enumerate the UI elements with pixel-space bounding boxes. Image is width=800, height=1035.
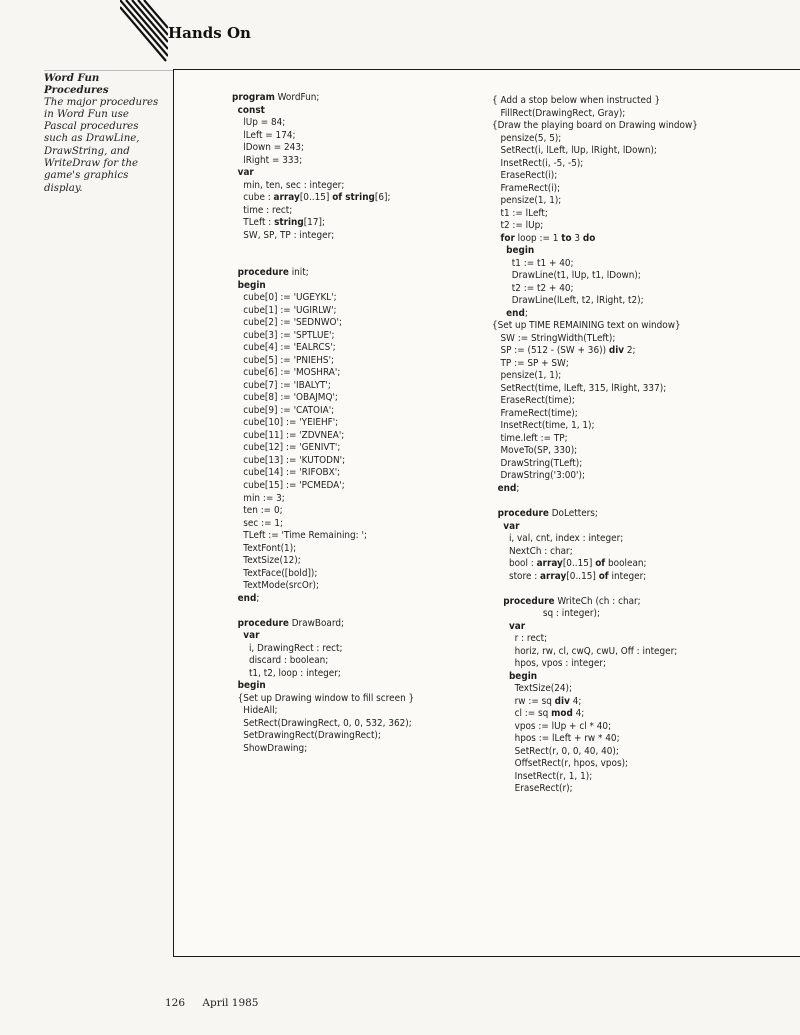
code-text: pensize(5, 5);: [492, 132, 562, 144]
code-text: cube[11] := 'ZDVNEA';: [232, 429, 345, 441]
code-line: [232, 693, 414, 706]
code-text: store :: [492, 570, 541, 582]
code-text: [492, 308, 506, 319]
hatch-logo-icon: [120, 0, 168, 62]
code-text: cube[7] := 'IBALYT';: [232, 379, 331, 391]
code-line: [232, 480, 414, 493]
code-text: TextFont(1);: [232, 542, 297, 554]
code-keyword: end: [497, 482, 517, 494]
code-text: [232, 630, 243, 641]
code-text: [6];: [374, 192, 391, 204]
code-text: pensize(1, 1);: [492, 195, 562, 207]
code-text: { Add a stop below when instructed }: [492, 95, 661, 106]
code-line: [492, 108, 698, 121]
code-line: [232, 142, 414, 155]
code-line: [492, 133, 698, 146]
code-text: [492, 521, 503, 532]
code-line: [492, 345, 698, 358]
code-line: [492, 383, 698, 396]
code-keyword: to: [561, 232, 572, 244]
code-text: i, val, cnt, index : integer;: [492, 533, 624, 545]
code-text: [492, 233, 500, 244]
code-text: ;: [256, 592, 260, 604]
code-text: t2 := t2 + 40;: [492, 282, 574, 294]
issue-date: April 1985: [202, 997, 259, 1009]
code-text: HideAll;: [232, 705, 278, 717]
code-line: [492, 608, 698, 621]
code-text: cube[6] := 'MOSHRA';: [232, 367, 341, 379]
code-keyword: array: [540, 570, 567, 582]
code-text: SetRect(DrawingRect, 0, 0, 532, 362);: [232, 717, 412, 729]
code-keyword: begin: [237, 680, 266, 692]
sidebar-caption: [44, 72, 164, 195]
code-keyword: array: [536, 558, 563, 570]
code-text: loop := 1: [514, 232, 562, 244]
code-line: [492, 220, 698, 233]
code-text: 3: [571, 232, 583, 244]
code-line: [232, 493, 414, 506]
code-line: [232, 280, 414, 293]
code-line: [232, 467, 414, 480]
code-text: init;: [288, 267, 309, 279]
code-text: ten := 0;: [232, 505, 283, 517]
code-line: [492, 758, 698, 771]
code-text: FrameRect(time);: [492, 407, 578, 419]
code-line: [492, 270, 698, 283]
code-line: [232, 417, 414, 430]
code-text: min, ten, sec : integer;: [232, 179, 345, 191]
code-text: DrawLine(t1, lUp, t1, lDown);: [492, 270, 641, 282]
code-text: boolean;: [605, 558, 647, 570]
code-text: cube[13] := 'KUTODN';: [232, 454, 346, 466]
code-line: [232, 105, 414, 118]
code-keyword: div: [608, 345, 625, 357]
code-line: [232, 718, 414, 731]
code-line: [232, 630, 414, 643]
code-text: cube[4] := 'EALRCS';: [232, 342, 336, 354]
code-line: [492, 195, 698, 208]
code-text: FrameRect(i);: [492, 182, 561, 194]
code-text: time.left := TP;: [492, 432, 568, 444]
code-line: [492, 708, 698, 721]
code-line: [492, 370, 698, 383]
code-keyword: end: [506, 307, 525, 319]
code-line: [232, 342, 414, 355]
code-text: {Set up Drawing window to fill screen }: [232, 692, 415, 704]
code-text: cube[5] := 'PNIEHS';: [232, 354, 335, 366]
code-line: [232, 668, 414, 681]
code-line: [232, 205, 414, 218]
code-keyword: begin: [506, 245, 535, 257]
code-keyword: var: [508, 620, 526, 632]
code-text: SW, SP, TP : integer;: [232, 229, 335, 241]
page-number: 126: [165, 997, 186, 1009]
code-line: [492, 445, 698, 458]
code-line: [232, 593, 414, 606]
code-line: [232, 367, 414, 380]
code-line: [232, 442, 414, 455]
code-text: ShowDrawing;: [232, 742, 308, 754]
code-line: [492, 721, 698, 734]
code-text: cube[15] := 'PCMEDA';: [232, 479, 345, 491]
page-footer: [165, 997, 259, 1009]
code-text: [492, 245, 506, 256]
code-text: SetDrawingRect(DrawingRect);: [232, 730, 381, 742]
code-keyword: mod: [551, 708, 573, 720]
code-text: lRight = 333;: [232, 154, 303, 166]
code-text: SetRect(r, 0, 0, 40, 40);: [492, 745, 619, 757]
code-line: [232, 92, 414, 105]
code-text: discard : boolean;: [232, 655, 329, 667]
code-text: cube[12] := 'GENIVT';: [232, 442, 341, 454]
code-text: WriteCh (ch : char;: [554, 595, 641, 607]
code-line: [232, 130, 414, 143]
code-text: TextSize(24);: [492, 683, 573, 695]
code-line: [232, 267, 414, 280]
code-text: TextFace([bold]);: [232, 567, 318, 579]
caption-text: The major procedures in Word Fun use Pascal procedures such as DrawLine, DrawString, and WriteDraw for the game's graphics display.: [44, 96, 159, 194]
code-line: [232, 518, 414, 531]
code-text: OffsetRect(r, hpos, vpos);: [492, 758, 629, 770]
code-text: cube[3] := 'SPTLUE';: [232, 329, 335, 341]
code-line: [232, 392, 414, 405]
code-text: t2 := lUp;: [492, 220, 544, 232]
code-text: t1 := lLeft;: [492, 207, 548, 219]
code-text: DrawLine(lLeft, t2, lRight, t2);: [492, 295, 644, 307]
caption-title: Word Fun Procedures: [44, 72, 109, 97]
code-line: [492, 145, 698, 158]
code-line: [232, 192, 414, 205]
code-keyword: of: [598, 570, 609, 582]
code-text: EraseRect(r);: [492, 783, 573, 795]
code-line: [492, 558, 698, 571]
code-text: MoveTo(SP, 330);: [492, 445, 578, 457]
code-text: cube[1] := 'UGIRLW';: [232, 304, 337, 316]
code-keyword: procedure: [237, 617, 289, 629]
code-line: [492, 783, 698, 796]
code-keyword: for: [500, 232, 515, 244]
code-text: cube[8] := 'OBAJMQ';: [232, 392, 338, 404]
code-text: cube[10] := 'YEIEHF';: [232, 417, 339, 429]
code-text: i, DrawingRect : rect;: [232, 642, 343, 654]
code-line: [492, 771, 698, 784]
code-line: [492, 358, 698, 371]
code-line: [492, 433, 698, 446]
code-line: [232, 505, 414, 518]
code-line: [492, 633, 698, 646]
code-text: 4;: [569, 695, 582, 707]
code-line: [232, 305, 414, 318]
code-line: [492, 546, 698, 559]
code-text: [492, 596, 503, 607]
code-text: cube[2] := 'SEDNWO';: [232, 317, 342, 329]
code-text: t1, t2, loop : integer;: [232, 667, 341, 679]
code-line: [232, 543, 414, 556]
code-text: cube[9] := 'CATOIA';: [232, 404, 335, 416]
code-line: [492, 496, 698, 509]
code-line: [492, 646, 698, 659]
code-text: cube[0] := 'UGEYKL';: [232, 292, 337, 304]
code-line: [232, 743, 414, 756]
code-line: [232, 555, 414, 568]
code-text: [492, 671, 509, 682]
code-keyword: var: [503, 520, 520, 532]
code-text: SP := (512 - (SW + 36)): [492, 345, 609, 357]
code-keyword: div: [554, 695, 570, 707]
code-keyword: of: [595, 558, 606, 570]
code-column-right: [492, 95, 698, 796]
code-text: 2;: [624, 345, 636, 357]
code-keyword: of string: [332, 192, 375, 204]
code-text: r : rect;: [492, 633, 548, 645]
code-line: [492, 283, 698, 296]
code-line: [232, 330, 414, 343]
code-text: TLeft :: [232, 217, 275, 229]
code-text: sec := 1;: [232, 517, 283, 529]
code-text: EraseRect(i);: [492, 170, 558, 182]
code-text: lDown = 243;: [232, 142, 304, 154]
code-text: ;: [524, 307, 528, 319]
code-text: hpos, vpos : integer;: [492, 658, 606, 670]
code-text: [0..15]: [566, 570, 599, 582]
code-line: [492, 746, 698, 759]
code-text: InsetRect(r, 1, 1);: [492, 770, 593, 782]
code-text: horiz, rw, cl, cwQ, cwU, Off : integer;: [492, 645, 678, 657]
code-line: [492, 158, 698, 171]
code-line: [232, 292, 414, 305]
code-line: [492, 170, 698, 183]
code-text: t1 := t1 + 40;: [492, 257, 574, 269]
code-line: [492, 470, 698, 483]
code-text: WordFun;: [274, 92, 320, 103]
code-line: [492, 696, 698, 709]
code-line: [492, 571, 698, 584]
code-text: NextCh : char;: [492, 545, 573, 557]
code-line: [232, 568, 414, 581]
code-keyword: procedure: [497, 508, 549, 520]
code-line: [492, 308, 698, 321]
code-line: [232, 317, 414, 330]
code-line: [232, 117, 414, 130]
code-line: [492, 320, 698, 333]
code-line: [492, 395, 698, 408]
code-keyword: array: [273, 192, 300, 204]
code-line: [492, 671, 698, 684]
code-line: [232, 180, 414, 193]
code-line: [492, 508, 698, 521]
code-text: cube[14] := 'RIFOBX';: [232, 467, 341, 479]
code-line: [232, 730, 414, 743]
code-line: [492, 658, 698, 671]
code-line: [492, 483, 698, 496]
code-line: [492, 621, 698, 634]
code-keyword: procedure: [503, 595, 555, 607]
code-line: [492, 596, 698, 609]
code-text: 4;: [572, 708, 585, 720]
code-text: bool :: [492, 558, 537, 570]
code-text: min := 3;: [232, 492, 285, 504]
code-line: [492, 521, 698, 534]
code-line: [232, 430, 414, 443]
code-line: [492, 733, 698, 746]
code-line: [492, 95, 698, 108]
code-text: {Set up TIME REMAINING text on window}: [492, 320, 681, 332]
code-text: [0..15]: [299, 192, 333, 204]
code-text: FillRect(DrawingRect, Gray);: [492, 107, 626, 119]
code-line: [492, 683, 698, 696]
code-keyword: var: [243, 630, 260, 642]
code-line: [492, 295, 698, 308]
code-line: [232, 618, 414, 631]
code-line: [232, 155, 414, 168]
code-text: vpos := lUp + cl * 40;: [492, 720, 612, 732]
code-text: InsetRect(i, -5, -5);: [492, 157, 584, 169]
code-text: DoLetters;: [548, 508, 598, 520]
code-text: TextSize(12);: [232, 555, 301, 567]
code-text: sq : integer);: [492, 608, 600, 620]
code-line: [492, 183, 698, 196]
code-line: [492, 333, 698, 346]
code-line: [492, 208, 698, 221]
code-line: [492, 233, 698, 246]
code-line: [232, 380, 414, 393]
code-line: [492, 408, 698, 421]
code-keyword: begin: [237, 279, 266, 291]
code-text: [0..15]: [562, 558, 596, 570]
code-line: [232, 605, 414, 618]
code-line: [232, 230, 414, 243]
code-line: [232, 167, 414, 180]
code-line: [492, 120, 698, 133]
code-text: SetRect(i, lLeft, lUp, lRight, lDown);: [492, 145, 657, 157]
code-keyword: do: [582, 232, 596, 244]
code-text: {Draw the playing board on Drawing window}: [492, 120, 698, 132]
code-text: SW := StringWidth(TLeft);: [492, 332, 616, 344]
code-text: TP := SP + SW;: [492, 357, 569, 369]
code-line: [232, 405, 414, 418]
code-text: time : rect;: [232, 204, 293, 216]
code-text: InsetRect(time, 1, 1);: [492, 420, 595, 432]
code-text: SetRect(time, lLeft, 315, lRight, 337);: [492, 382, 667, 394]
code-line: [232, 217, 414, 230]
code-line: [232, 242, 414, 255]
code-keyword: begin: [508, 670, 538, 682]
code-column-left: [232, 92, 414, 755]
code-line: [492, 458, 698, 471]
code-line: [492, 583, 698, 596]
code-line: [232, 530, 414, 543]
code-text: hpos := lLeft + rw * 40;: [492, 733, 620, 745]
code-text: DrawString('3:00');: [492, 470, 585, 482]
code-text: TextMode(srcOr);: [232, 580, 319, 592]
code-line: [232, 680, 414, 693]
code-text: rw := sq: [492, 695, 555, 707]
code-keyword: end: [237, 592, 257, 604]
code-line: [492, 258, 698, 271]
code-line: [232, 655, 414, 668]
code-line: [232, 580, 414, 593]
code-text: [17];: [303, 217, 325, 229]
code-line: [232, 255, 414, 268]
code-text: DrawString(TLeft);: [492, 457, 583, 469]
section-title: Hands On: [168, 24, 251, 42]
code-keyword: program: [232, 92, 275, 103]
code-line: [492, 245, 698, 258]
code-keyword: string: [274, 217, 304, 229]
code-text: cl := sq: [492, 708, 552, 720]
code-text: integer;: [608, 570, 647, 582]
code-line: [232, 705, 414, 718]
code-text: lUp = 84;: [232, 117, 286, 129]
code-text: ;: [516, 482, 520, 494]
code-text: pensize(1, 1);: [492, 370, 562, 382]
code-line: [492, 420, 698, 433]
code-text: DrawBoard;: [288, 617, 344, 629]
code-text: [492, 621, 509, 632]
code-line: [232, 355, 414, 368]
code-text: TLeft := 'Time Remaining: ';: [232, 530, 367, 542]
code-line: [492, 533, 698, 546]
code-keyword: var: [237, 167, 254, 179]
code-keyword: procedure: [237, 267, 289, 279]
code-text: lLeft = 174;: [232, 129, 296, 141]
code-text: cube :: [232, 192, 274, 204]
code-keyword: const: [237, 104, 265, 116]
code-text: EraseRect(time);: [492, 395, 575, 407]
code-line: [232, 643, 414, 656]
code-line: [232, 455, 414, 468]
